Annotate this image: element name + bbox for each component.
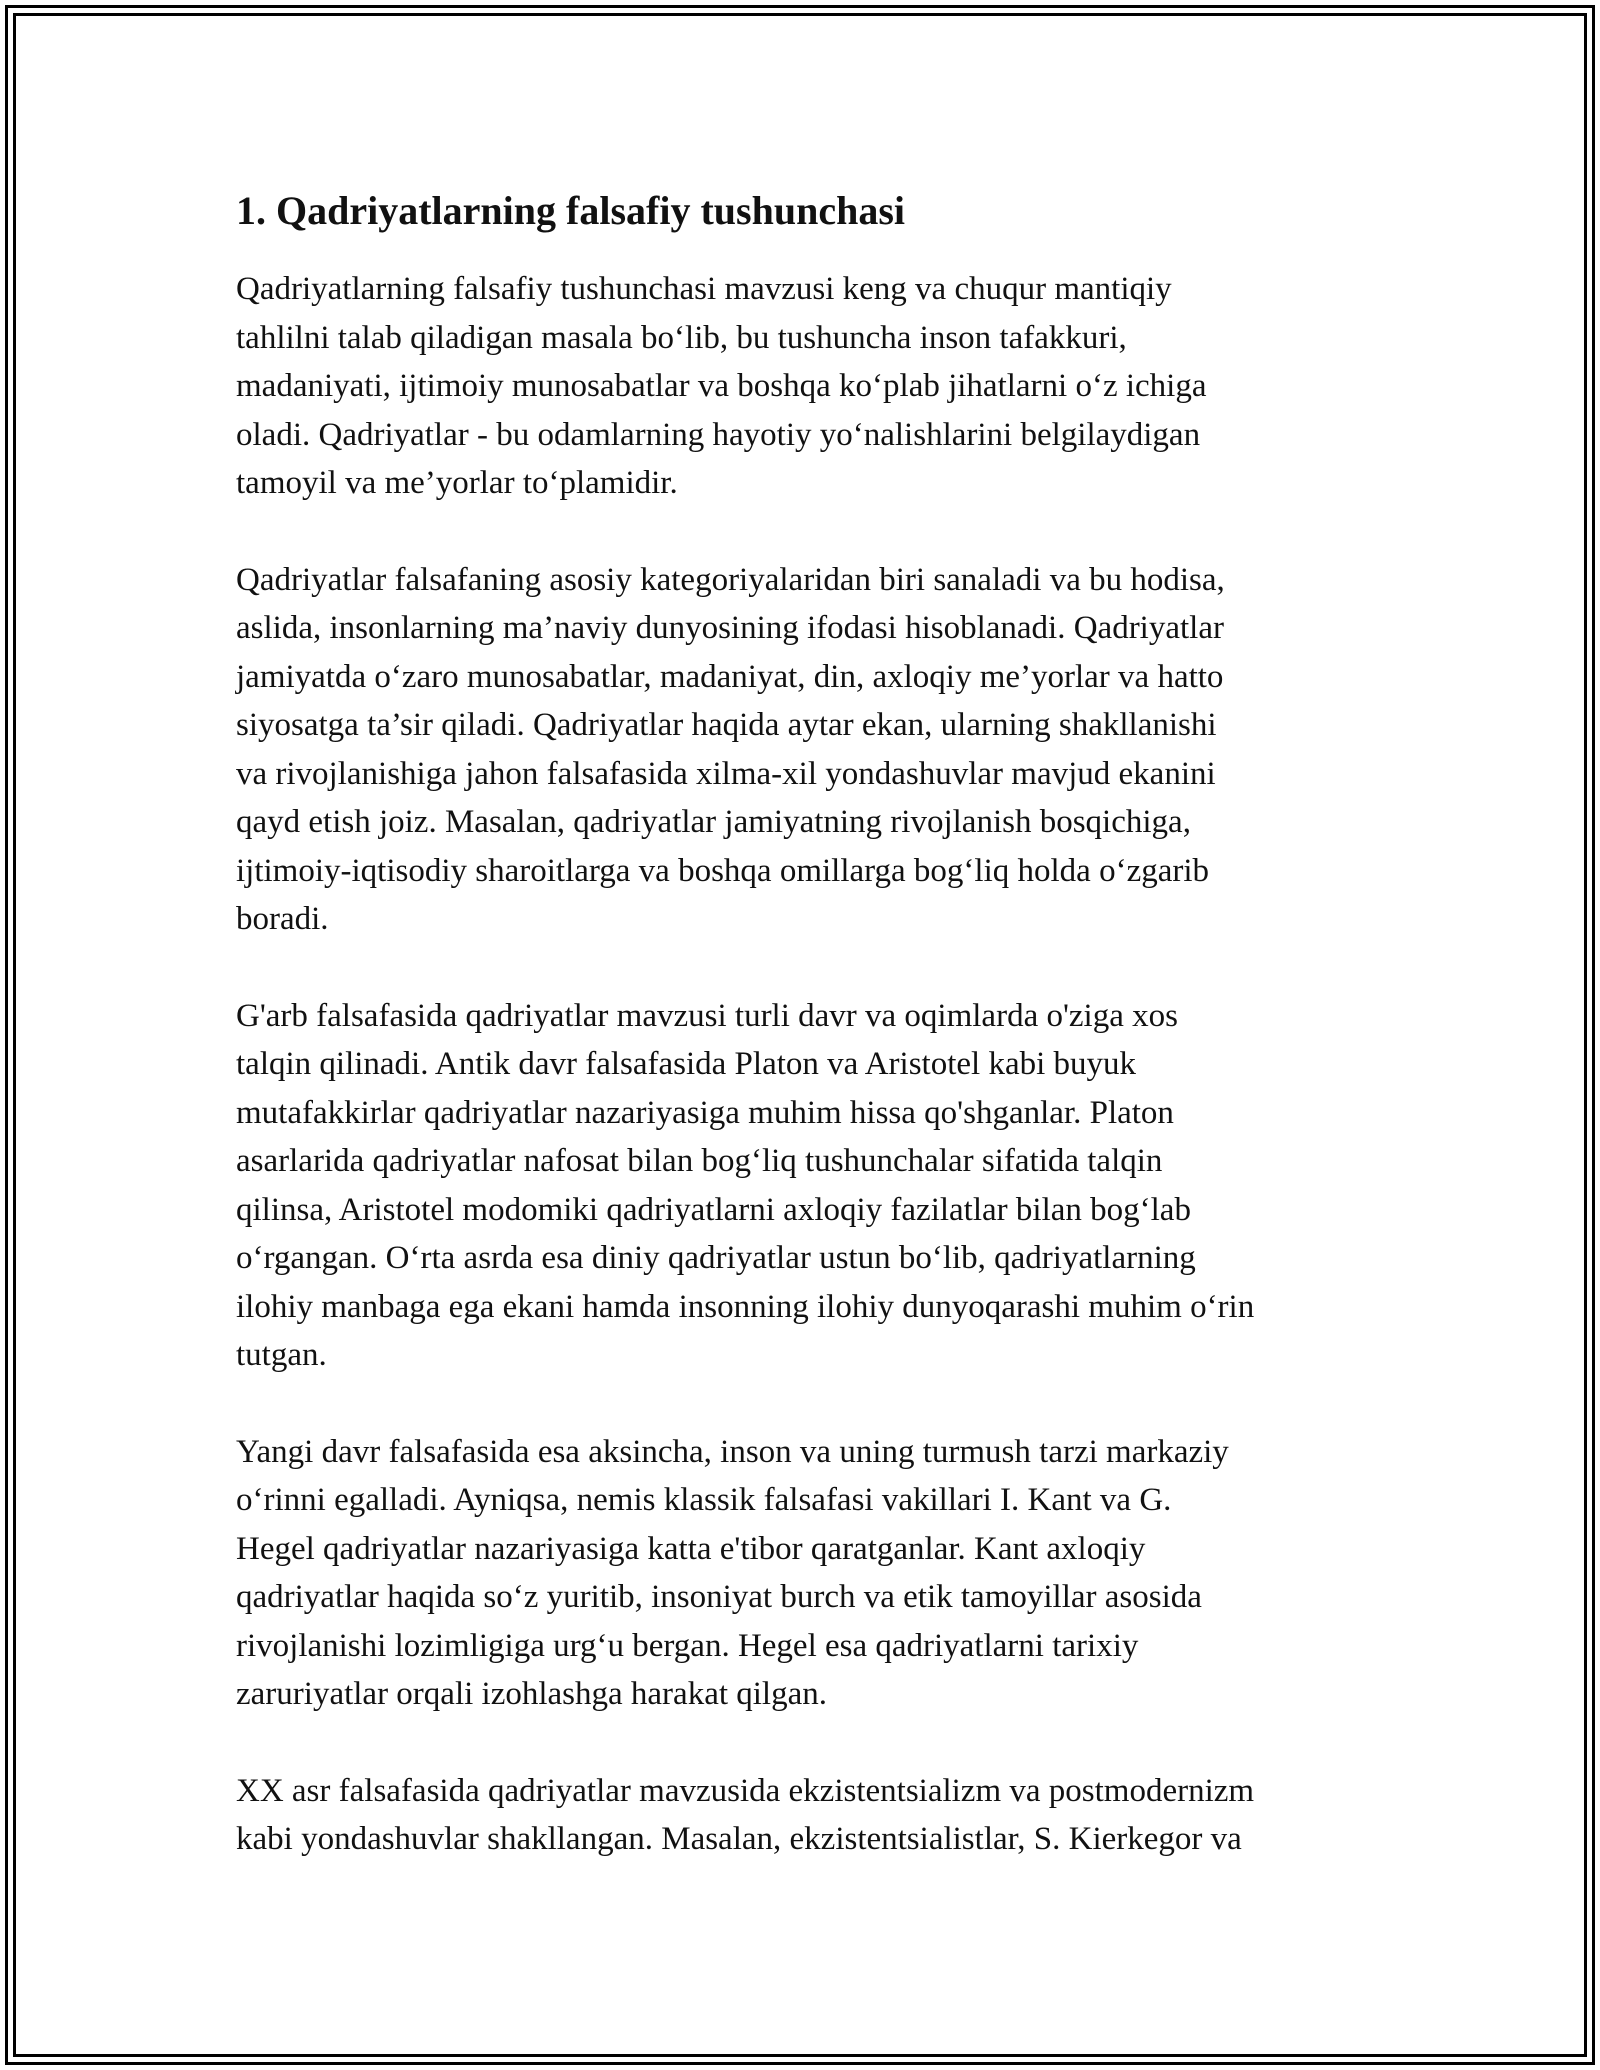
paragraph-3: [236, 992, 1376, 1380]
paragraph-5: [236, 1767, 1376, 1864]
text-line: o‘rgangan. O‘rta asrda esa diniy qadriyatlar ustun bo‘lib, qadriyatlarning: [236, 1240, 1196, 1276]
section-heading: 1. Qadriyatlarning falsafiy tushunchasi: [236, 188, 906, 233]
text-line: Hegel qadriyatlar nazariyasiga katta e'tibor qaratganlar. Kant axloqiy: [236, 1530, 1146, 1567]
text-line: jamiyatda o‘zaro munosabatlar, madaniyat, din, axloqiy me’yorlar va hatto: [236, 658, 1224, 695]
text-line: oladi. Qadriyatlar - bu odamlarning hayotiy yo‘nalishlarini belgilaydigan: [236, 416, 1201, 453]
paragraph-4: [236, 1428, 1376, 1719]
text-line: Qadriyatlar falsafaning asosiy kategoriyalaridan biri sanaladi va bu hodisa,: [236, 561, 1225, 598]
text-line: Yangi davr falsafasida esa aksincha, inson va uning turmush tarzi markaziy: [236, 1433, 1229, 1470]
text-line: Qadriyatlarning falsafiy tushunchasi mavzusi keng va chuqur mantiqiy: [236, 271, 1172, 307]
text-line: siyosatga ta’sir qiladi. Qadriyatlar haqida aytar ekan, ularning shakllanishi: [236, 707, 1217, 743]
text-line: ijtimoiy-iqtisodiy sharoitlarga va boshqa omillarga bog‘liq holda o‘zgarib: [236, 852, 1210, 889]
text-line: rivojlanishi lozimligiga urg‘u bergan. Hegel esa qadriyatlarni tarixiy: [236, 1627, 1139, 1664]
text-line: qilinsa, Aristotel modomiki qadriyatlarni axloqiy fazilatlar bilan bog‘lab: [236, 1191, 1191, 1228]
text-line: boradi.: [236, 901, 329, 937]
text-line: mutafakkirlar qadriyatlar nazariyasiga muhim hissa qo'shganlar. Platon: [236, 1094, 1174, 1131]
text-line: G'arb falsafasida qadriyatlar mavzusi turli davr va oqimlarda o'ziga xos: [236, 997, 1178, 1034]
paragraph-1: [236, 265, 1376, 508]
paragraph-2: [236, 556, 1376, 944]
text-line: qadriyatlar haqida so‘z yuritib, insoniyat burch va etik tamoyillar asosida: [236, 1579, 1202, 1615]
text-line: o‘rinni egalladi. Ayniqsa, nemis klassik falsafasi vakillari I. Kant va G.: [236, 1482, 1172, 1518]
text-line: asarlarida qadriyatlar nafosat bilan bog‘liq tushunchalar sifatida talqin: [236, 1143, 1163, 1179]
document-body: [236, 185, 1376, 1912]
text-line: kabi yondashuvlar shakllangan. Masalan, ekzistentsialistlar, S. Kierkegor va: [236, 1821, 1242, 1857]
text-line: XX asr falsafasida qadriyatlar mavzusida ekzistentsializm va postmodernizm: [236, 1772, 1255, 1809]
text-line: tahlilni talab qiladigan masala bo‘lib, bu tushuncha inson tafakkuri,: [236, 319, 1127, 356]
text-line: qayd etish joiz. Masalan, qadriyatlar jamiyatning rivojlanish bosqichiga,: [236, 804, 1191, 840]
text-line: va rivojlanishiga jahon falsafasida xilma-xil yondashuvlar mavjud ekanini: [236, 755, 1216, 792]
text-line: aslida, insonlarning ma’naviy dunyosining ifodasi hisoblanadi. Qadriyatlar: [236, 610, 1224, 646]
text-line: ilohiy manbaga ega ekani hamda insonning ilohiy dunyoqarashi muhim o‘rin: [236, 1288, 1255, 1325]
text-line: tutgan.: [236, 1337, 327, 1373]
text-line: zaruriyatlar orqali izohlashga harakat qilgan.: [236, 1676, 827, 1712]
text-line: tamoyil va me’yorlar to‘plamidir.: [236, 465, 678, 501]
text-line: talqin qilinadi. Antik davr falsafasida Platon va Aristotel kabi buyuk: [236, 1046, 1137, 1082]
text-line: madaniyati, ijtimoiy munosabatlar va boshqa ko‘plab jihatlarni o‘z ichiga: [236, 368, 1207, 404]
